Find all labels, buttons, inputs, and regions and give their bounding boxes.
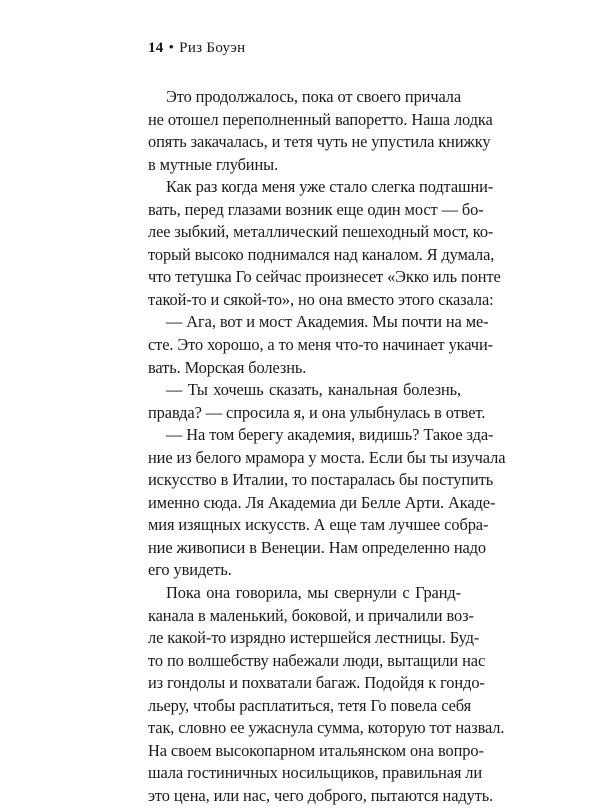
text-line: из гондолы и похватали багаж. Подойдя к гондо-	[148, 673, 485, 693]
header-separator: •	[168, 40, 175, 56]
text-line: торый высоко поднимался над каналом. Я думала,	[148, 244, 495, 264]
text-line: не отошел переполненный вапоретто. Наша лодка	[148, 109, 493, 129]
text-line: шала гостиничных носильщиков, правильная ли	[148, 763, 483, 783]
text-line: опять закачалась, и тетя чуть не упустила книжку	[148, 132, 491, 152]
text-line: Пока она говорила, мы свернули с Гранд-	[166, 583, 461, 603]
text-line: Как раз когда меня уже стало слегка подташни-	[166, 177, 494, 197]
text-line: ние живописи в Венеции. Нам определенно надо	[148, 537, 487, 557]
author-name: Риз Боуэн	[179, 40, 246, 56]
text-line: то по волшебству набежали люди, вытащили нас	[148, 650, 486, 670]
text-line: вать, перед глазами возник еще один мост — бо-	[148, 199, 484, 219]
text-line: такой-то и сякой-то», но она вместо этого сказала:	[148, 289, 494, 309]
text-line: вать. Морская болезнь.	[148, 357, 307, 377]
text-line: его увидеть.	[148, 560, 232, 580]
text-line: искусство в Италии, то постаралась бы поступить	[148, 470, 494, 490]
text-line: — Ага, вот и мост Академия. Мы почти на ме-	[166, 312, 489, 332]
running-head	[148, 40, 245, 57]
text-line: правда? — спросила я, и она улыбнулась в ответ.	[148, 402, 486, 422]
text-line: ние из белого мрамора у моста. Если бы ты изучала	[148, 447, 506, 467]
text-line: в мутные глубины.	[148, 154, 279, 174]
text-line: ле какой-то изрядно истершейся лестницы. Буд-	[148, 628, 480, 648]
text-line: — Ты хочешь сказать, канальная болезнь,	[166, 380, 461, 400]
text-line: что тетушка Го сейчас произнесет «Экко иль понте	[148, 267, 501, 287]
text-line: сте. Это хорошо, а то меня что-то начинает укачи-	[148, 335, 493, 355]
body-text	[148, 86, 506, 808]
text-line: канала в маленький, боковой, и причалили воз-	[148, 605, 474, 625]
text-line: льеру, чтобы расплатиться, тетя Го повела себя	[148, 695, 472, 715]
text-line: так, словно ее ужаснула сумма, которую тот назвал.	[148, 718, 505, 738]
text-line: На своем высокопарном итальянском она вопро-	[148, 740, 484, 760]
text-line: мия изящных искусств. А еще там лучшее собра-	[148, 515, 489, 535]
text-line: — На том берегу академия, видишь? Такое зда-	[166, 425, 494, 445]
page-number: 14	[148, 40, 164, 56]
text-line: это цена, или нас, чего доброго, пытаются надуть.	[148, 785, 494, 805]
text-line: лее зыбкий, металлический пешеходный мост, ко-	[148, 222, 494, 242]
text-line: именно сюда. Ля Академиа ди Белле Арти. Акаде-	[148, 492, 496, 512]
text-line: Это продолжалось, пока от своего причала	[166, 87, 462, 106]
